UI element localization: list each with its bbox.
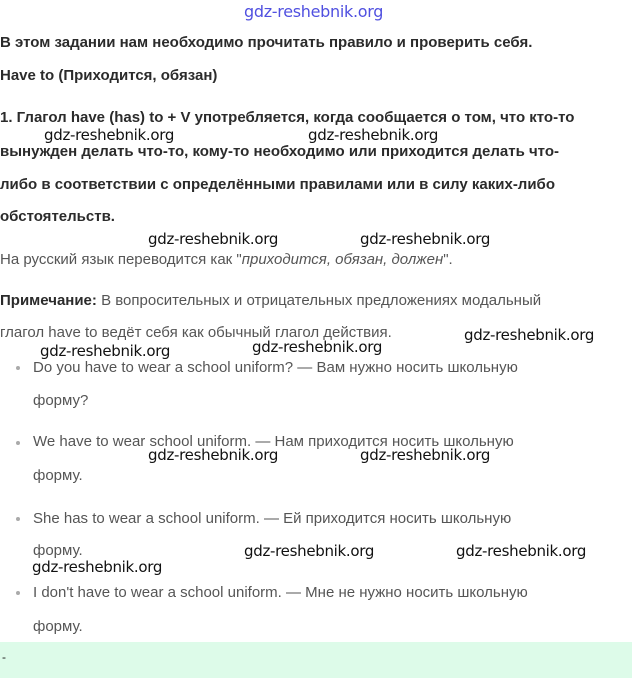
note-text: В вопросительных и отрицательных предложениях модальный <box>96 292 542 309</box>
rule-heading: Have to (Приходится, обязан) <box>0 67 218 84</box>
watermark: gdz-reshebnik.org <box>360 446 491 464</box>
bullet-icon <box>16 441 20 445</box>
watermark: gdz-reshebnik.org <box>32 558 163 576</box>
translation-text <box>0 251 453 269</box>
footer-text: - <box>2 650 6 664</box>
watermark: gdz-reshebnik.org <box>360 230 491 248</box>
note-line <box>0 292 541 310</box>
bullet-icon <box>16 591 20 595</box>
watermark: gdz-reshebnik.org <box>148 230 279 248</box>
watermark: gdz-reshebnik.org <box>252 338 383 356</box>
example-line: I don't have to wear a school uniform. — Мне не нужно носить школьную <box>33 584 528 601</box>
bullet-icon <box>16 517 20 521</box>
translation-suffix: ". <box>443 251 453 268</box>
rule-line: вынужден делать что-то, кому-то необходимо или приходится делать что- <box>0 143 559 160</box>
watermark: gdz-reshebnik.org <box>456 542 587 560</box>
rule-line: обстоятельств. <box>0 208 115 225</box>
intro-text: В этом задании нам необходимо прочитать правило и проверить себя. <box>0 34 533 51</box>
watermark: gdz-reshebnik.org <box>244 2 384 21</box>
watermark: gdz-reshebnik.org <box>308 126 439 144</box>
example-line: She has to wear a school uniform. — Ей приходится носить школьную <box>33 510 512 527</box>
translation-italic: приходится, обязан, должен <box>241 251 444 268</box>
watermark: gdz-reshebnik.org <box>40 342 171 360</box>
rule-line: 1. Глагол have (has) to + V употребляется, когда сообщается о том, что кто-то <box>0 109 575 126</box>
example-line: форму. <box>33 467 83 484</box>
note-label: Примечание: <box>0 292 97 309</box>
bullet-icon <box>16 366 20 370</box>
rule-line: либо в соответствии с определёнными правилами или в силу каких-либо <box>0 176 555 193</box>
translation-prefix: На русский язык переводится как " <box>0 251 242 268</box>
watermark: gdz-reshebnik.org <box>464 326 595 344</box>
footer-band <box>0 642 632 678</box>
watermark: gdz-reshebnik.org <box>148 446 279 464</box>
example-line: форму. <box>33 618 83 635</box>
example-line: форму. <box>33 542 83 559</box>
example-line: We have to wear school uniform. — Нам приходится носить школьную <box>33 433 514 450</box>
watermark: gdz-reshebnik.org <box>244 542 375 560</box>
example-line: форму? <box>33 392 89 409</box>
example-line: Do you have to wear a school uniform? — Вам нужно носить школьную <box>33 359 518 376</box>
note-line-2: глагол have to ведёт себя как обычный глагол действия. <box>0 324 392 341</box>
watermark: gdz-reshebnik.org <box>44 126 175 144</box>
